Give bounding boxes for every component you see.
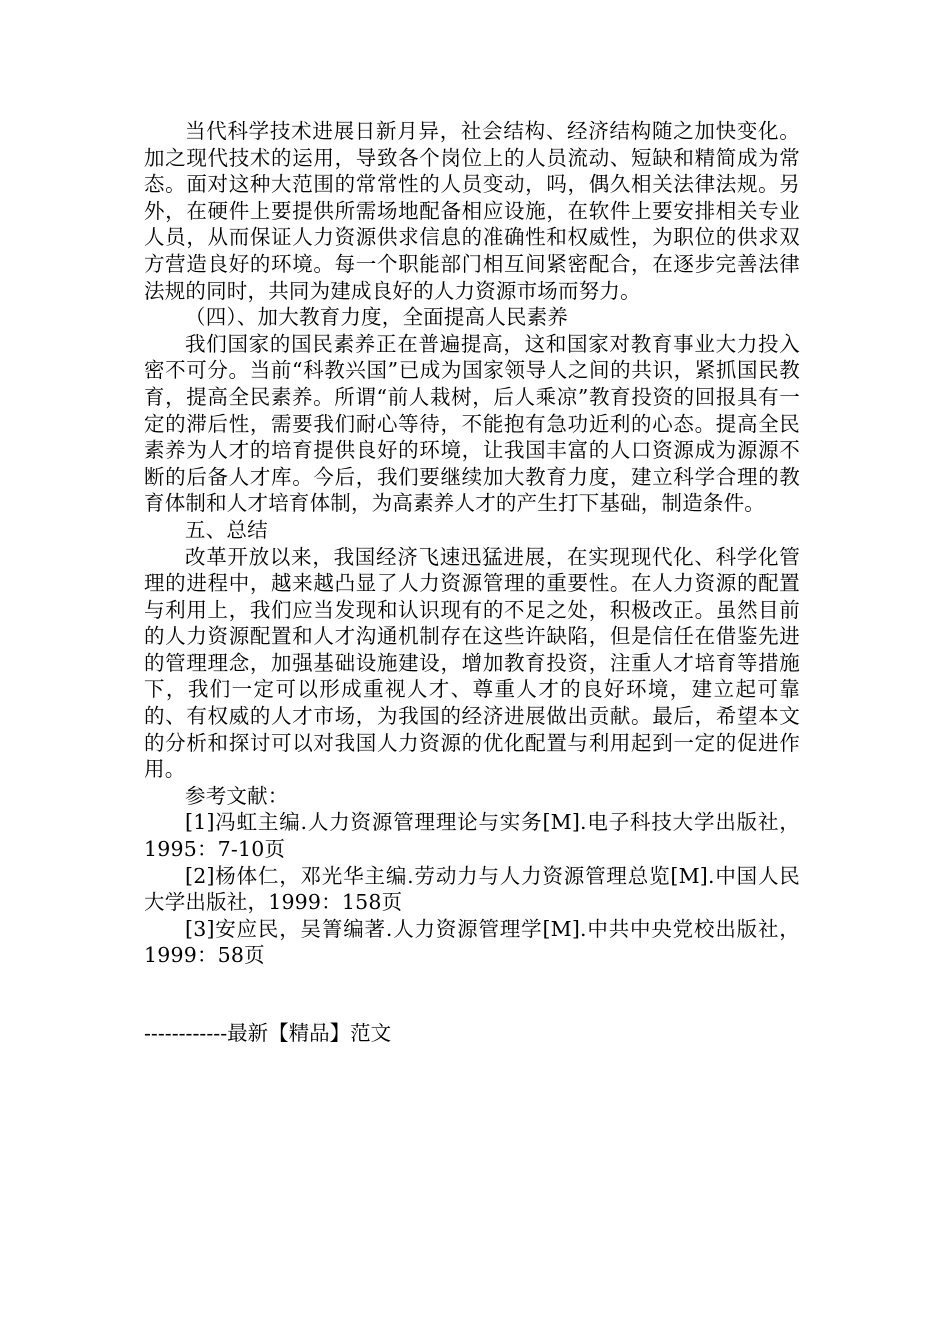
page-footer: ------------最新【精品】范文: [144, 1021, 392, 1045]
paragraph-education: 我们国家的国民素养正在普遍提高，这和国家对教育事业大力投入密不可分。当前“科教兴国”已成为国家领导人之间的共识，紧抓国民教育，提高全民素养。所谓“前人栽树，后人乘凉”教育投资的回报具有一定的滞后性，需要我们耐心等待，不能抱有急功近利的心态。提高全民素养为人才的培育提供良好的环境，让我国丰富的人口资源成为源源不断的后备人才库。今后，我们要继续加大教育力度，建立科学合理的教育体制和人才培育体制，为高素养人才的产生打下基础，制造条件。: [144, 331, 800, 516]
reference-item-1: [1]冯虹主编.人力资源管理理论与实务[M].电子科技大学出版社，1995：7-10页: [144, 810, 800, 862]
paragraph-legal-framework: 当代科学技术进展日新月异，社会结构、经济结构随之加快变化。加之现代技术的运用，导致各个岗位上的人员流动、短缺和精简成为常态。面对这种大范围的常常性的人员变动，吗，偶久相关法律法规。另外，在硬件上要提供所需场地配备相应设施，在软件上要安排相关专业人员，从而保证人力资源供求信息的准确性和权威性，为职位的供求双方营造良好的环境。每一个职能部门相互间紧密配合，在逐步完善法律法规的同时，共同为建成良好的人力资源市场而努力。: [144, 119, 800, 303]
paragraph-summary: 改革开放以来，我国经济飞速迅猛进展，在实现现代化、科学化管理的进程中，越来越凸显了人力资源管理的重要性。在人力资源的配置与利用上，我们应当发现和认识现有的不足之处，积极改正。虽然目前的人力资源配置和人才沟通机制存在这些许缺陷，但是信任在借鉴先进的管理理念，加强基础设施建设，增加教育投资，注重人才培育等措施下，我们一定可以形成重视人才、尊重人才的良好环境，建立起可靠的、有权威的人才市场，为我国的经济进展做出贡献。最后，希望本文的分析和探讨可以对我国人力资源的优化配置与利用起到一定的促进作用。: [144, 544, 800, 782]
references-heading: 参考文献：: [185, 783, 289, 808]
reference-item-3: [3]安应民，吴箐编著.人力资源管理学[M].中共中央党校出版社，1999：58页: [144, 916, 800, 968]
section-heading-summary: 五、总结: [185, 517, 268, 542]
document-body: [144, 118, 800, 969]
section-heading-education: （四）、加大教育力度，全面提高人民素养: [185, 305, 569, 330]
reference-item-2: [2]杨体仁，邓光华主编.劳动力与人力资源管理总览[M].中国人民大学出版社，1999：158页: [144, 863, 800, 915]
